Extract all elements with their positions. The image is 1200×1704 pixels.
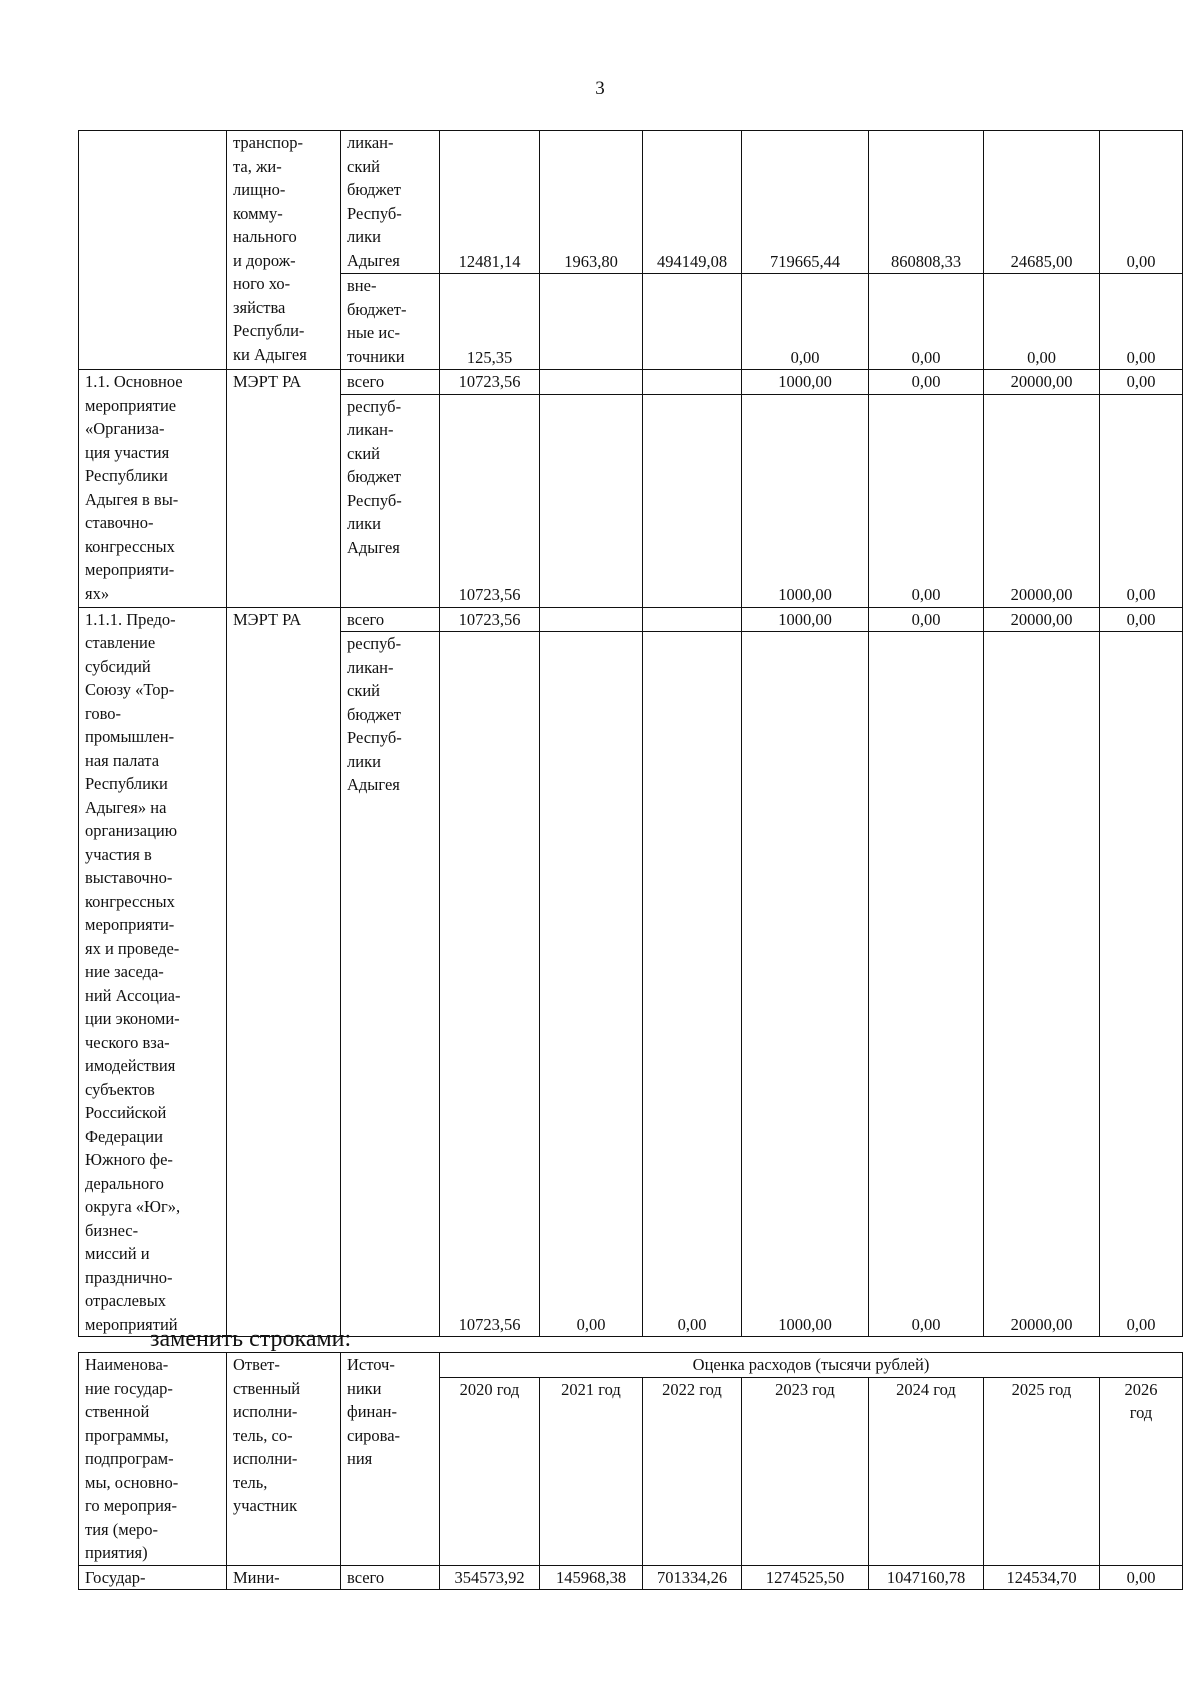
value-2022 [643, 274, 742, 370]
value-2022 [643, 370, 742, 395]
source-cell: всего [341, 607, 440, 632]
value-2021 [540, 370, 643, 395]
program-name-cell: 1.1.1. Предо- ставление субсидий Союзу «Тор- гово- промышлен- ная палата Республики Адыгея» на организацию участия в выставочно- конгрессных мероприяти- ях и проведе- ние заседа- ний Ассоциа- ции экономи- ческого вза- имодействия субъектов Российской Федерации Южного фе- дерального округа «Юг», бизнес- миссий и праздничнo- отраслевых мероприятий [79, 607, 227, 1337]
header-sources: Источ- ники финан- сирова- ния [341, 1353, 440, 1566]
value-2020: 125,35 [440, 274, 540, 370]
value-2022: 494149,08 [643, 131, 742, 274]
value-2021 [540, 607, 643, 632]
source-cell: респуб- ликан- ский бюджет Респуб- лики Адыгея [341, 632, 440, 1337]
header-program-name: Наименова- ние государ- ственной программы, подпрограм- мы, основно- го мероприя- тия (меро- приятия) [79, 1353, 227, 1566]
program-name-cell: Государ- [79, 1565, 227, 1590]
value-2020: 354573,92 [440, 1565, 540, 1590]
executor-cell: транспор- та, жи- лищно- комму- нального и дорож- ного хо- зяйства Республи- ки Адыгея [227, 131, 341, 370]
value-2021 [540, 274, 643, 370]
table-row [79, 131, 1183, 274]
value-2024: 860808,33 [869, 131, 984, 274]
source-cell: всего [341, 1565, 440, 1590]
executor-cell: МЭРТ РА [227, 607, 341, 1337]
header-year-2022: 2022 год [643, 1377, 742, 1565]
header-year-2023: 2023 год [742, 1377, 869, 1565]
value-2022: 701334,26 [643, 1565, 742, 1590]
header-year-2021: 2021 год [540, 1377, 643, 1565]
value-2022: 0,00 [643, 632, 742, 1337]
value-2023: 1000,00 [742, 370, 869, 395]
value-2020: 10723,56 [440, 607, 540, 632]
header-executor: Ответ- ственный исполни- тель, со- исполни- тель, участник [227, 1353, 341, 1566]
value-2026: 0,00 [1100, 394, 1183, 607]
budget-table-replacement [78, 1352, 1183, 1590]
value-2026: 0,00 [1100, 131, 1183, 274]
table-row [79, 607, 1183, 632]
value-2023: 1274525,50 [742, 1565, 869, 1590]
value-2025: 20000,00 [984, 607, 1100, 632]
replace-phrase: заменить строками: [150, 1326, 352, 1352]
value-2024: 0,00 [869, 394, 984, 607]
value-2021: 1963,80 [540, 131, 643, 274]
value-2024: 1047160,78 [869, 1565, 984, 1590]
value-2023: 1000,00 [742, 607, 869, 632]
header-expense-estimate: Оценка расходов (тысячи рублей) [440, 1353, 1183, 1378]
value-2025: 20000,00 [984, 394, 1100, 607]
value-2022 [643, 394, 742, 607]
source-cell: вне- бюджет- ные ис- точники [341, 274, 440, 370]
value-2023: 1000,00 [742, 632, 869, 1337]
value-2026: 0,00 [1100, 1565, 1183, 1590]
value-2020: 12481,14 [440, 131, 540, 274]
table-row [79, 370, 1183, 395]
value-2026: 0,00 [1100, 274, 1183, 370]
value-2021: 0,00 [540, 632, 643, 1337]
value-2020: 10723,56 [440, 370, 540, 395]
page-number: 3 [595, 78, 605, 99]
table-header-row [79, 1353, 1183, 1378]
header-year-2020: 2020 год [440, 1377, 540, 1565]
value-2023: 719665,44 [742, 131, 869, 274]
value-2024: 0,00 [869, 274, 984, 370]
value-2025: 0,00 [984, 274, 1100, 370]
executor-cell: МЭРТ РА [227, 370, 341, 608]
table-row [79, 1565, 1183, 1590]
value-2025: 24685,00 [984, 131, 1100, 274]
value-2026: 0,00 [1100, 370, 1183, 395]
source-cell: респуб- ликан- ский бюджет Респуб- лики Адыгея [341, 394, 440, 607]
value-2024: 0,00 [869, 632, 984, 1337]
source-cell: ликан- ский бюджет Респуб- лики Адыгея [341, 131, 440, 274]
value-2023: 1000,00 [742, 394, 869, 607]
source-cell: всего [341, 370, 440, 395]
value-2021: 145968,38 [540, 1565, 643, 1590]
value-2025: 20000,00 [984, 632, 1100, 1337]
value-2021 [540, 394, 643, 607]
value-2024: 0,00 [869, 607, 984, 632]
value-2020: 10723,56 [440, 632, 540, 1337]
program-name-cell [79, 131, 227, 370]
value-2025: 20000,00 [984, 370, 1100, 395]
value-2025: 124534,70 [984, 1565, 1100, 1590]
value-2026: 0,00 [1100, 607, 1183, 632]
value-2020: 10723,56 [440, 394, 540, 607]
header-year-2026: 2026 год [1100, 1377, 1183, 1565]
executor-cell: Мини- [227, 1565, 341, 1590]
header-year-2024: 2024 год [869, 1377, 984, 1565]
value-2023: 0,00 [742, 274, 869, 370]
value-2022 [643, 607, 742, 632]
budget-table-continued [78, 130, 1183, 1337]
value-2024: 0,00 [869, 370, 984, 395]
header-year-2025: 2025 год [984, 1377, 1100, 1565]
program-name-cell: 1.1. Основное мероприятие «Организа- ция участия Республики Адыгея в вы- ставочно- конгрессных мероприяти- ях» [79, 370, 227, 608]
value-2026: 0,00 [1100, 632, 1183, 1337]
